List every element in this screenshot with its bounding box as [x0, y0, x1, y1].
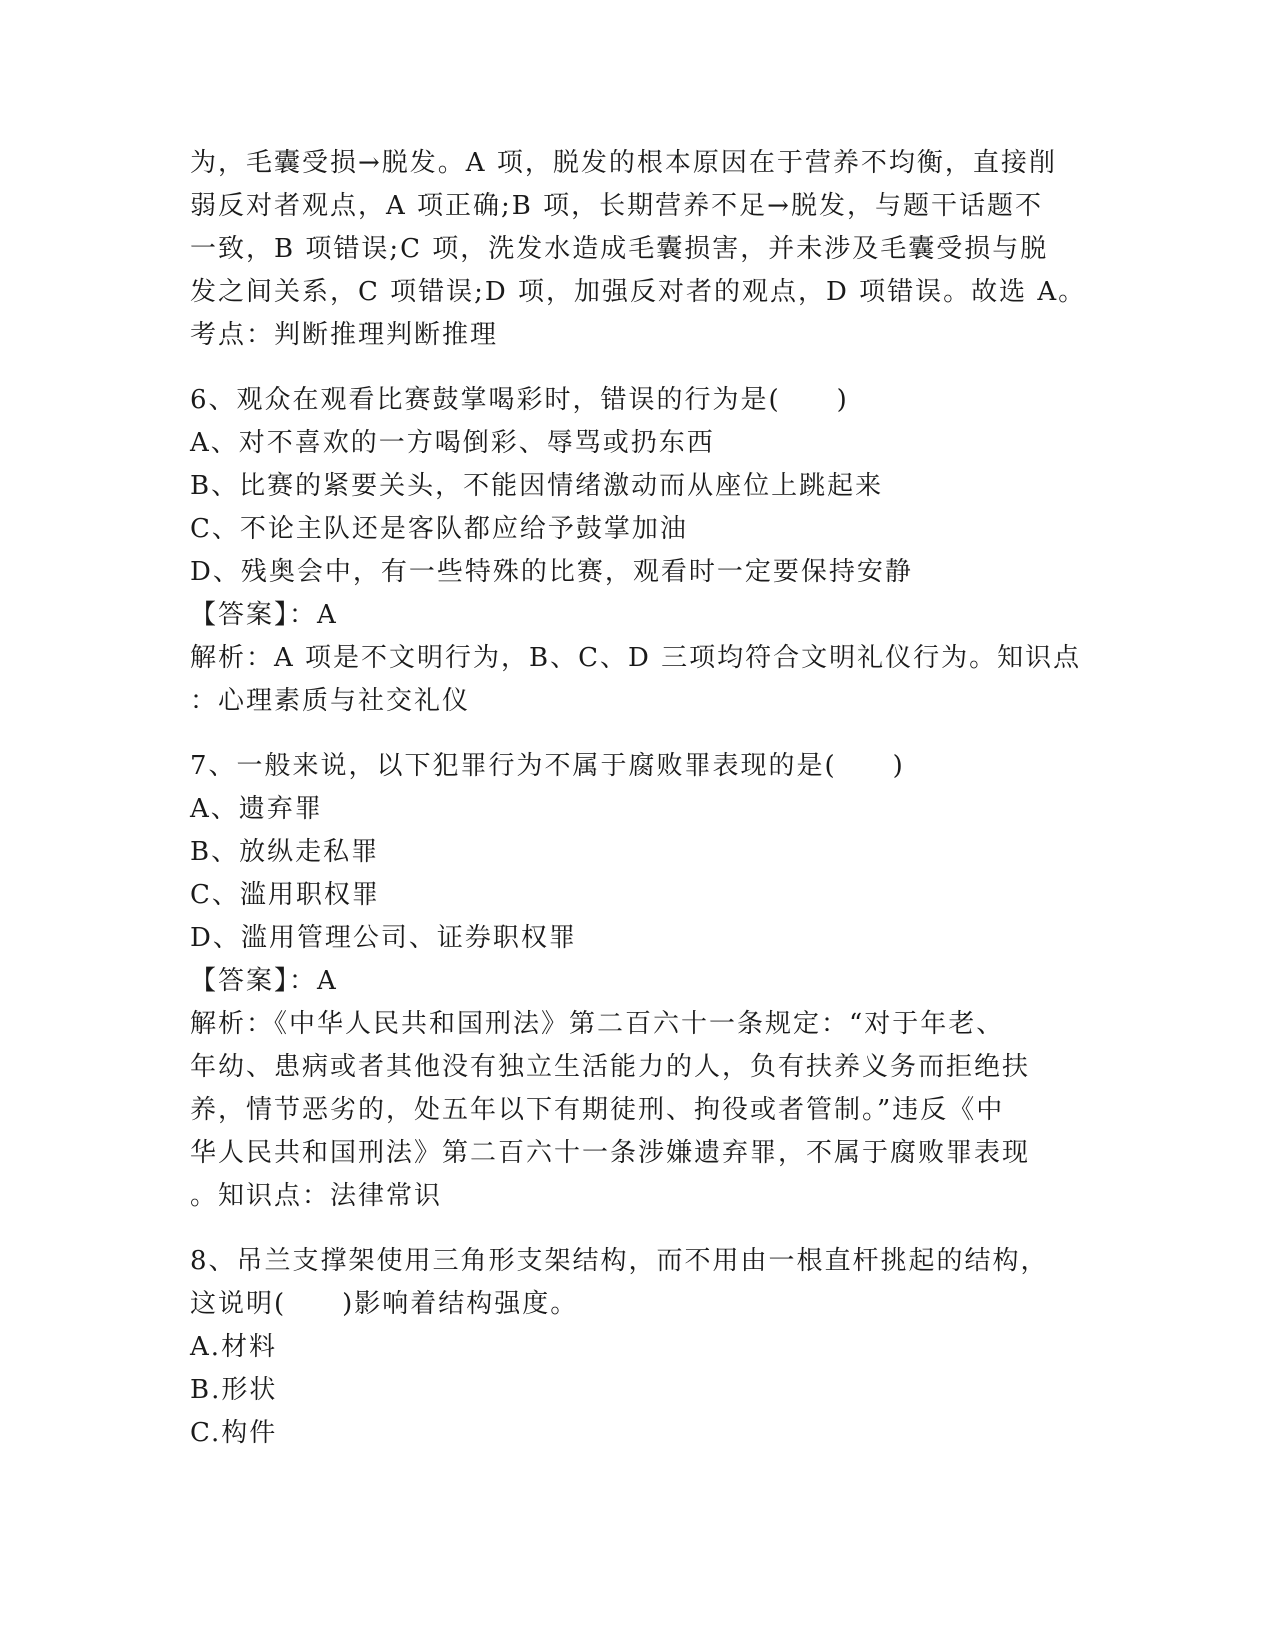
option-b: B.形状: [190, 1375, 278, 1405]
document-page: [190, 142, 1090, 1455]
question-stem: 7、一般来说，以下犯罪行为不属于腐败罪表现的是( ): [190, 751, 905, 781]
option-a: A、对不喜欢的一方喝倒彩、辱骂或扔东西: [190, 428, 715, 458]
option-b: B、比赛的紧要关头，不能因情绪激动而从座位上跳起来: [190, 471, 884, 501]
answer: 【答案】：A: [190, 966, 338, 996]
option-c: C、不论主队还是客队都应给予鼓掌加油: [190, 514, 688, 544]
question-stem: 8、吊兰支撑架使用三角形支架结构，而不用由一根直杆挑起的结构，: [190, 1246, 1049, 1276]
option-c: C、滥用职权罪: [190, 880, 380, 910]
explanation-line: 解析：《中华人民共和国刑法》第二百六十一条规定：“对于年老、: [190, 1009, 1005, 1039]
option-c: C.构件: [190, 1418, 278, 1448]
option-a: A.材料: [190, 1332, 278, 1362]
option-b: B、放纵走私罪: [190, 837, 380, 867]
option-a: A、遗弃罪: [190, 794, 323, 824]
question-7: [190, 745, 1090, 1218]
question-6: [190, 379, 1090, 723]
previous-explanation: [190, 142, 1090, 357]
explanation-line: 为，毛囊受损→脱发。A 项，脱发的根本原因在于营养不均衡，直接削: [190, 148, 1057, 178]
explanation-line: 养，情节恶劣的，处五年以下有期徒刑、拘役或者管制。”违反《中: [190, 1095, 1005, 1125]
explanation-line: 发之间关系，C 项错误;D 项，加强反对者的观点，D 项错误。故选 A。: [190, 277, 1087, 307]
option-d: D、滥用管理公司、证券职权罪: [190, 923, 577, 953]
answer: 【答案】：A: [190, 600, 338, 630]
explanation-line: 。知识点：法律常识: [190, 1181, 443, 1211]
explanation-line: 解析：A 项是不文明行为，B、C、D 三项均符合文明礼仪行为。知识点: [190, 643, 1082, 673]
explanation-line: 华人民共和国刑法》第二百六十一条涉嫌遗弃罪，不属于腐败罪表现: [190, 1138, 1031, 1168]
explanation-line: 弱反对者观点，A 项正确;B 项，长期营养不足→脱发，与题干话题不: [190, 191, 1043, 221]
question-stem: 这说明( )影响着结构强度。: [190, 1289, 579, 1319]
option-d: D、残奥会中，有一些特殊的比赛，观看时一定要保持安静: [190, 557, 913, 587]
explanation-line: 一致，B 项错误;C 项，洗发水造成毛囊损害，并未涉及毛囊受损与脱: [190, 234, 1049, 264]
question-stem: 6、观众在观看比赛鼓掌喝彩时，错误的行为是( ): [190, 385, 849, 415]
explanation-line: ：心理素质与社交礼仪: [190, 686, 471, 716]
explanation-line: 年幼、患病或者其他没有独立生活能力的人，负有扶养义务而拒绝扶: [190, 1052, 1031, 1082]
question-8: [190, 1240, 1090, 1455]
knowledge-point: 考点：判断推理判断推理: [190, 320, 499, 350]
